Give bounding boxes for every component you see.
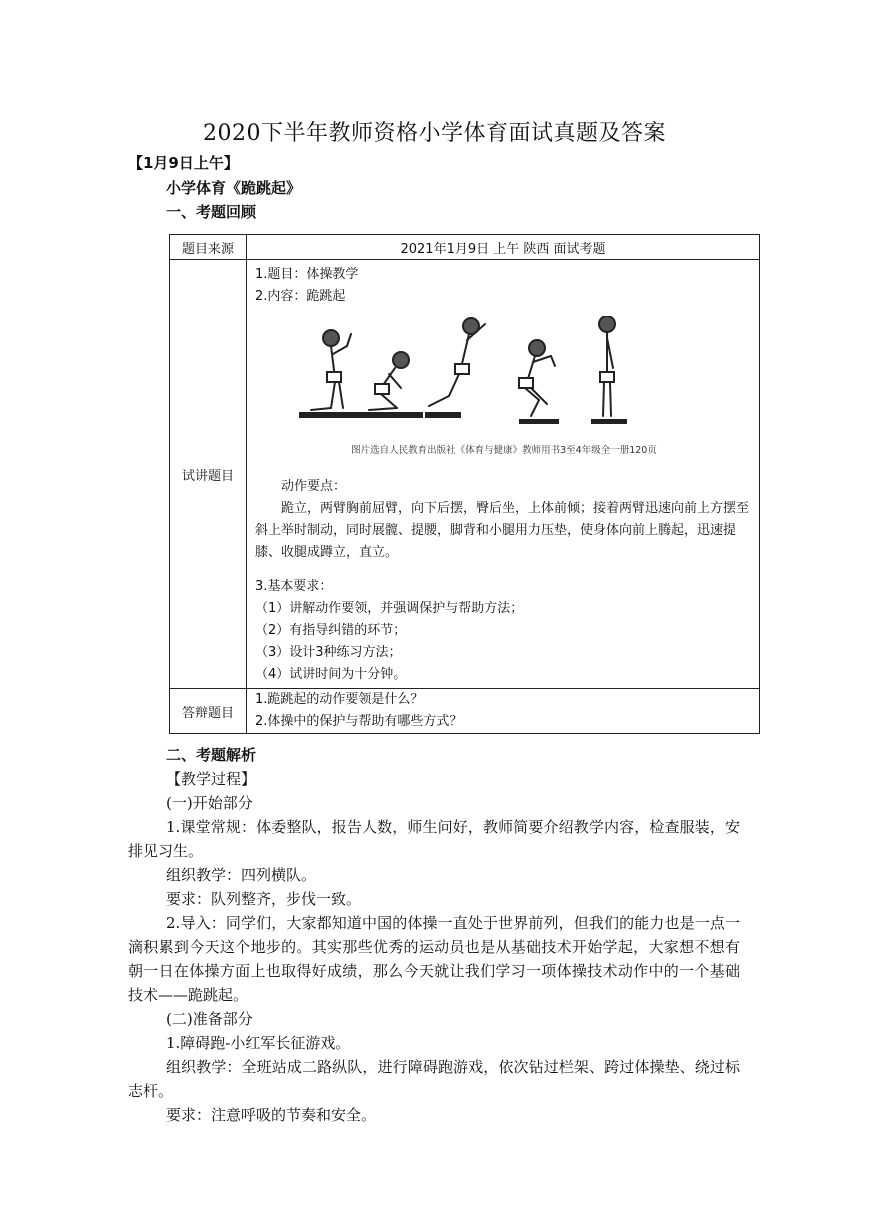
lecture-cell <box>247 260 760 689</box>
paragraph-obstacle-run: 1.障碍跑-小红军长征游戏。 <box>166 1034 351 1052</box>
item-topic: 1.题目：体操教学 <box>255 267 359 282</box>
teaching-process-heading: 【教学过程】 <box>166 770 257 788</box>
item-content: 2.内容：跪跳起 <box>255 289 346 304</box>
table-row-defense <box>170 689 760 734</box>
paragraph-organization-2: 组织教学：全班站成二路纵队，进行障碍跑游戏，依次钻过栏架、跨过体操垫、绕过标志杆。 <box>128 1058 740 1100</box>
session-heading: 【1月9日上午】 <box>128 154 239 172</box>
part-start-heading: (一)开始部分 <box>166 794 253 812</box>
paragraph-requirement: 要求：队列整齐，步伐一致。 <box>166 890 362 908</box>
table-row-source <box>170 235 760 260</box>
kneel-jump-sequence-illustration <box>289 316 719 436</box>
analysis-body <box>128 767 740 1127</box>
section-heading-review: 一、考题回顾 <box>166 203 257 221</box>
requirement-2: （2）有指导纠错的环节； <box>255 623 407 638</box>
paragraph-requirement-2: 要求：注意呼吸的节奏和安全。 <box>166 1106 377 1124</box>
source-value: 2021年1月9日 上午 陕西 面试考题 <box>247 235 760 260</box>
lesson-title: 小学体育《跪跳起》 <box>166 179 302 197</box>
source-label: 题目来源 <box>170 235 247 260</box>
table-row-lecture <box>170 260 760 689</box>
requirements-heading: 3.基本要求： <box>255 579 333 594</box>
defense-question-1: 1.跪跳起的动作要领是什么？ <box>255 692 424 707</box>
key-points-text: 跪立，两臂胸前屈臂，向下后摆，臀后坐，上体前倾；接着两臂迅速向前上方摆至斜上举时制动，同时展髋、提腰，脚背和小腿用力压垫，使身体向前上腾起，迅速提膝、收腿成蹲立，直立。 <box>255 501 750 560</box>
lecture-label: 试讲题目 <box>170 260 247 689</box>
defense-label: 答辩题目 <box>170 689 247 734</box>
requirement-3: （3）设计3种练习方法； <box>255 645 402 660</box>
defense-cell <box>247 689 760 734</box>
page-title: 2020下半年教师资格小学体育面试真题及答案 <box>203 121 666 146</box>
paragraph-introduction: 2.导入：同学们，大家都知道中国的体操一直处于世界前列，但我们的能力也是一点一滴积累到今天这个地步的。其实那些优秀的运动员也是从基础技术开始学起，大家想不想有朝一日在体操方面上也取得好成绩，那么今天就让我们学习一项体操技术动作中的一个基础技术——跪跳起。 <box>128 914 740 1004</box>
part-preparation-heading: (二)准备部分 <box>166 1010 253 1028</box>
key-points-heading: 动作要点： <box>281 479 347 494</box>
paragraph-class-routine: 1.课堂常规：体委整队，报告人数，师生问好，教师简要介绍教学内容，检查服装，安排见习生。 <box>128 818 740 860</box>
figure-caption: 图片选自人民教育出版社《体育与健康》教师用书3至4年级全一册120页 <box>351 445 657 456</box>
section-heading-analysis: 二、考题解析 <box>166 746 257 764</box>
paragraph-organization: 组织教学：四列横队。 <box>166 866 317 884</box>
defense-question-2: 2.体操中的保护与帮助有哪些方式？ <box>255 714 463 729</box>
requirement-4: （4）试讲时间为十分钟。 <box>255 667 407 682</box>
exam-question-table <box>169 234 760 734</box>
requirement-1: （1）讲解动作要领，并强调保护与帮助方法； <box>255 601 524 616</box>
